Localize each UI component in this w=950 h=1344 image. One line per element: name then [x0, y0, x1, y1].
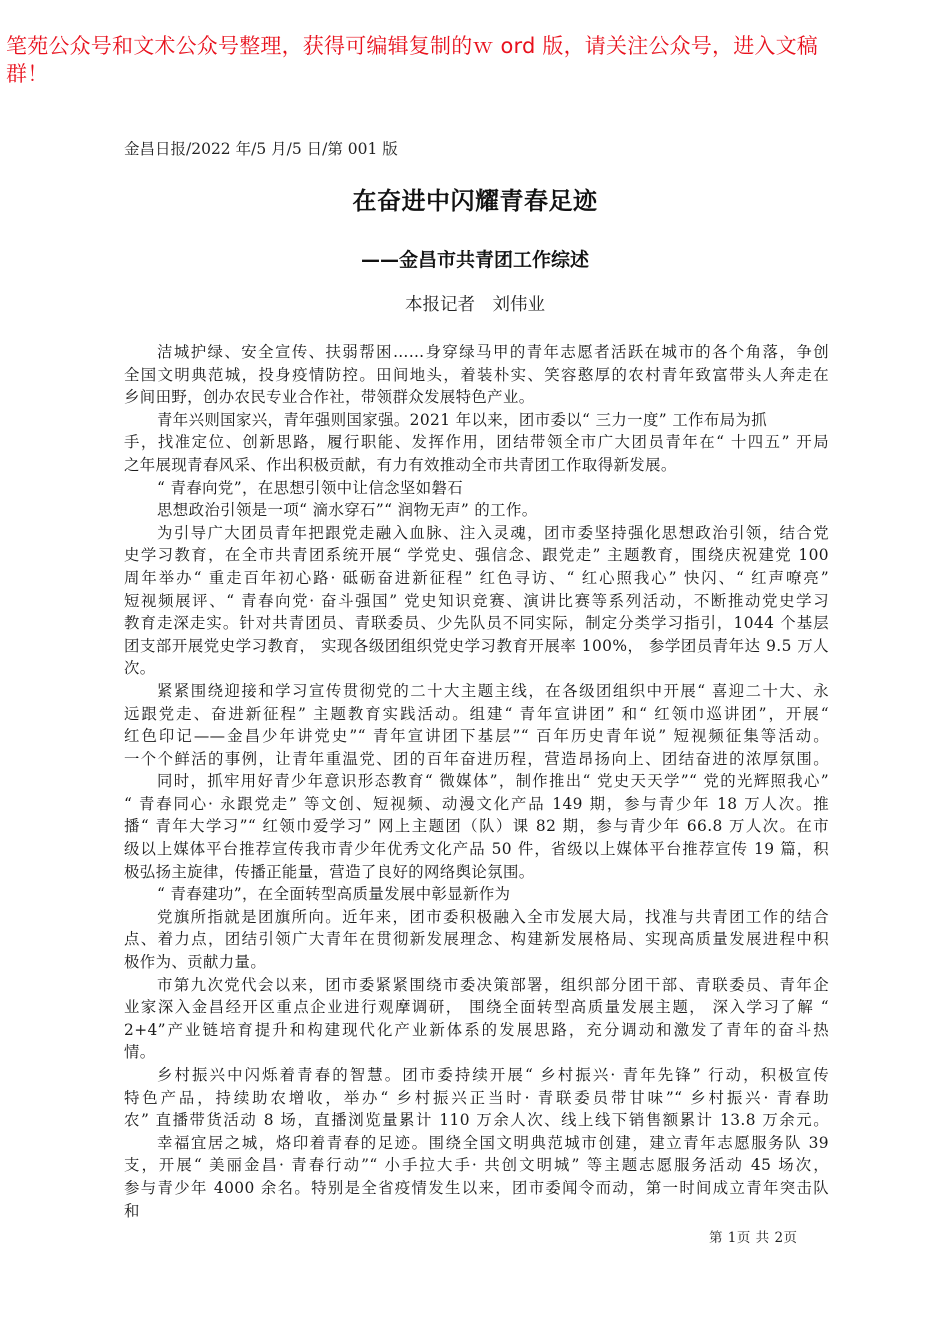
article-byline: 本报记者 刘伟业 [405, 295, 545, 315]
body-text-line: 同时，抓牢用好青少年意识形态教育“ 微媒体”，制作推出“ 党史天天学”“ 党的光辉照我心” [157, 772, 829, 791]
body-text-line: 播“ 青年大学习”“ 红领巾爱学习” 网上主题团（队）课 82 期，参与青少年 66.8 万人次。在市 [124, 817, 829, 836]
body-text-line: 手，找准定位、创新思路，履行职能、发挥作用，团结带领全市广大团员青年在“ 十四五” 开局 [124, 433, 829, 452]
body-text-line: 红色印记——金昌少年讲党史”“ 青年宣讲团下基层”“ 百年历史青年说” 短视频征集等活动。 [124, 727, 829, 746]
body-text-line: 周年举办“ 重走百年初心路· 砥砺奋进新征程” 红色寻访、“ 红心照我心” 快闪、“ 红声嘹亮” [124, 568, 829, 587]
body-text-line: 点、着力点，团结引领广大青年在贯彻新发展理念、构建新发展格局、实现高质量发展进程中积 [124, 930, 829, 949]
body-text-line: 一个个鲜活的事例，让青年重温党、团的百年奋进历程，营造昂扬向上、团结奋进的浓厚氛围。 [124, 749, 829, 768]
body-text-line: 思想政治引领是一项“ 滴水穿石”“ 润物无声” 的工作。 [157, 501, 538, 520]
promo-banner-line: 群！ [6, 62, 49, 86]
body-text-line: 乡村振兴中闪烁着青春的智慧。团市委持续开展“ 乡村振兴· 青年先锋” 行动，积极宣传 [157, 1066, 829, 1084]
promo-banner-line: 笔苑公众号和文术公众号整理，获得可编辑复制的ｗ ord 版，请关注公众号，进入文稿 [6, 34, 818, 58]
body-text-line: 参与青少年 4000 余名。特别是全省疫情发生以来，团市委闻令而动，第一时间成立青年突击队 [124, 1178, 829, 1197]
body-text-line: 团支部开展党史学习教育， 实现各级团组织党史学习教育开展率 100%， 参学团员青年达 9.5 万人 [124, 636, 829, 655]
body-text-line: 情。 [124, 1043, 156, 1062]
body-text-line: 和 [124, 1201, 140, 1220]
body-text-line: 史学习教育，在全市共青团系统开展“ 学党史、强信念、跟党走” 主题教育，围绕庆祝建党 100 [124, 546, 829, 565]
body-text-line: 洁城护绿、安全宣传、扶弱帮困……身穿绿马甲的青年志愿者活跃在城市的各个角落，争创 [157, 343, 829, 361]
body-text-line: 紧紧围绕迎接和学习宣传贯彻党的二十大主题主线，在各级团组织中开展“ 喜迎二十大、永 [157, 681, 829, 700]
body-text-line: 市第九次党代会以来，团市委紧紧围绕市委决策部署，组织部分团干部、青联委员、青年企 [157, 975, 829, 994]
body-text-line: 业家深入金昌经开区重点企业进行观摩调研， 围绕全面转型高质量发展主题， 深入学习了解 “ [124, 998, 829, 1017]
body-text-line: 教育走深走实。针对共青团员、青联委员、少先队员不同实际，制定分类学习指引，1044 个基层 [124, 614, 829, 633]
body-text-line: “ 青春同心· 永跟党走” 等文创、短视频、动漫文化产品 149 期，参与青少年 18 万人次。推 [124, 794, 829, 813]
page-indicator: 第 1页 共 2页 [709, 1230, 798, 1246]
article-title: 在奋进中闪耀青春足迹 [352, 187, 598, 215]
body-text-line: 全国文明典范城，投身疫情防控。田间地头，着装朴实、笑容憨厚的农村青年致富带头人奔走在 [124, 365, 829, 384]
body-text-line: 次。 [124, 659, 156, 678]
article-body [124, 341, 829, 1222]
body-text-line: 2+4”产业链培育提升和构建现代化产业新体系的发展思路，充分调动和激发了青年的奋斗热 [124, 1020, 829, 1039]
body-text-line: “ 青春建功”，在全面转型高质量发展中彰显新作为 [157, 885, 511, 904]
body-text-line: 农” 直播带货活动 8 场，直播浏览量累计 110 万余人次、线上线下销售额累计 13.8 万余元。 [124, 1111, 829, 1130]
body-text-line: “ 青春向党”，在思想引领中让信念坚如磐石 [157, 478, 464, 497]
body-text-line: 青年兴则国家兴，青年强则国家强。2021 年以来，团市委以“ 三力一度” 工作布局为抓 [157, 410, 768, 429]
body-text-line: 之年展现青春风采、作出积极贡献，有力有效推动全市共青团工作取得新发展。 [124, 455, 677, 474]
body-text-line: 乡间田野，创办农民专业合作社，带领群众发展特色产业。 [124, 388, 535, 407]
body-text-line: 支，开展“ 美丽金昌· 青春行动”“ 小手拉大手· 共创文明城” 等主题志愿服务活动 45 场次， [124, 1156, 829, 1175]
body-text-line: 为引导广大团员青年把跟党走融入血脉、注入灵魂，团市委坚持强化思想政治引领，结合党 [157, 523, 829, 542]
body-text-line: 远跟党走、奋进新征程” 主题教育实践活动。组建“ 青年宣讲团” 和“ 红领巾巡讲团”，开展“ [124, 704, 829, 723]
article-source: 金昌日报/2022 年/5 月/5 日/第 001 版 [124, 140, 398, 158]
body-text-line: 党旗所指就是团旗所向。近年来，团市委积极融入全市发展大局，找准与共青团工作的结合 [157, 907, 829, 926]
article-subtitle: ——金昌市共青团工作综述 [360, 249, 589, 271]
body-text-line: 特色产品，持续助农增收，举办“ 乡村振兴正当时· 青联委员带甘味”“ 乡村振兴· 青春助 [124, 1088, 829, 1107]
body-text-line: 极作为、贡献力量。 [124, 953, 267, 972]
body-text-line: 短视频展评、“ 青春向党· 奋斗强国” 党史知识竞赛、演讲比赛等系列活动，不断推动党史学习 [124, 591, 829, 610]
body-text-line: 极弘扬主旋律，传播正能量，营造了良好的网络舆论氛围。 [124, 862, 535, 881]
promo-banner [6, 32, 946, 88]
body-text-line: 幸福宜居之城，烙印着青春的足迹。围绕全国文明典范城市创建，建立青年志愿服务队 39 [157, 1133, 829, 1152]
body-text-line: 级以上媒体平台推荐宣传我市青少年优秀文化产品 50 件，省级以上媒体平台推荐宣传 19 篇，积 [124, 840, 829, 859]
